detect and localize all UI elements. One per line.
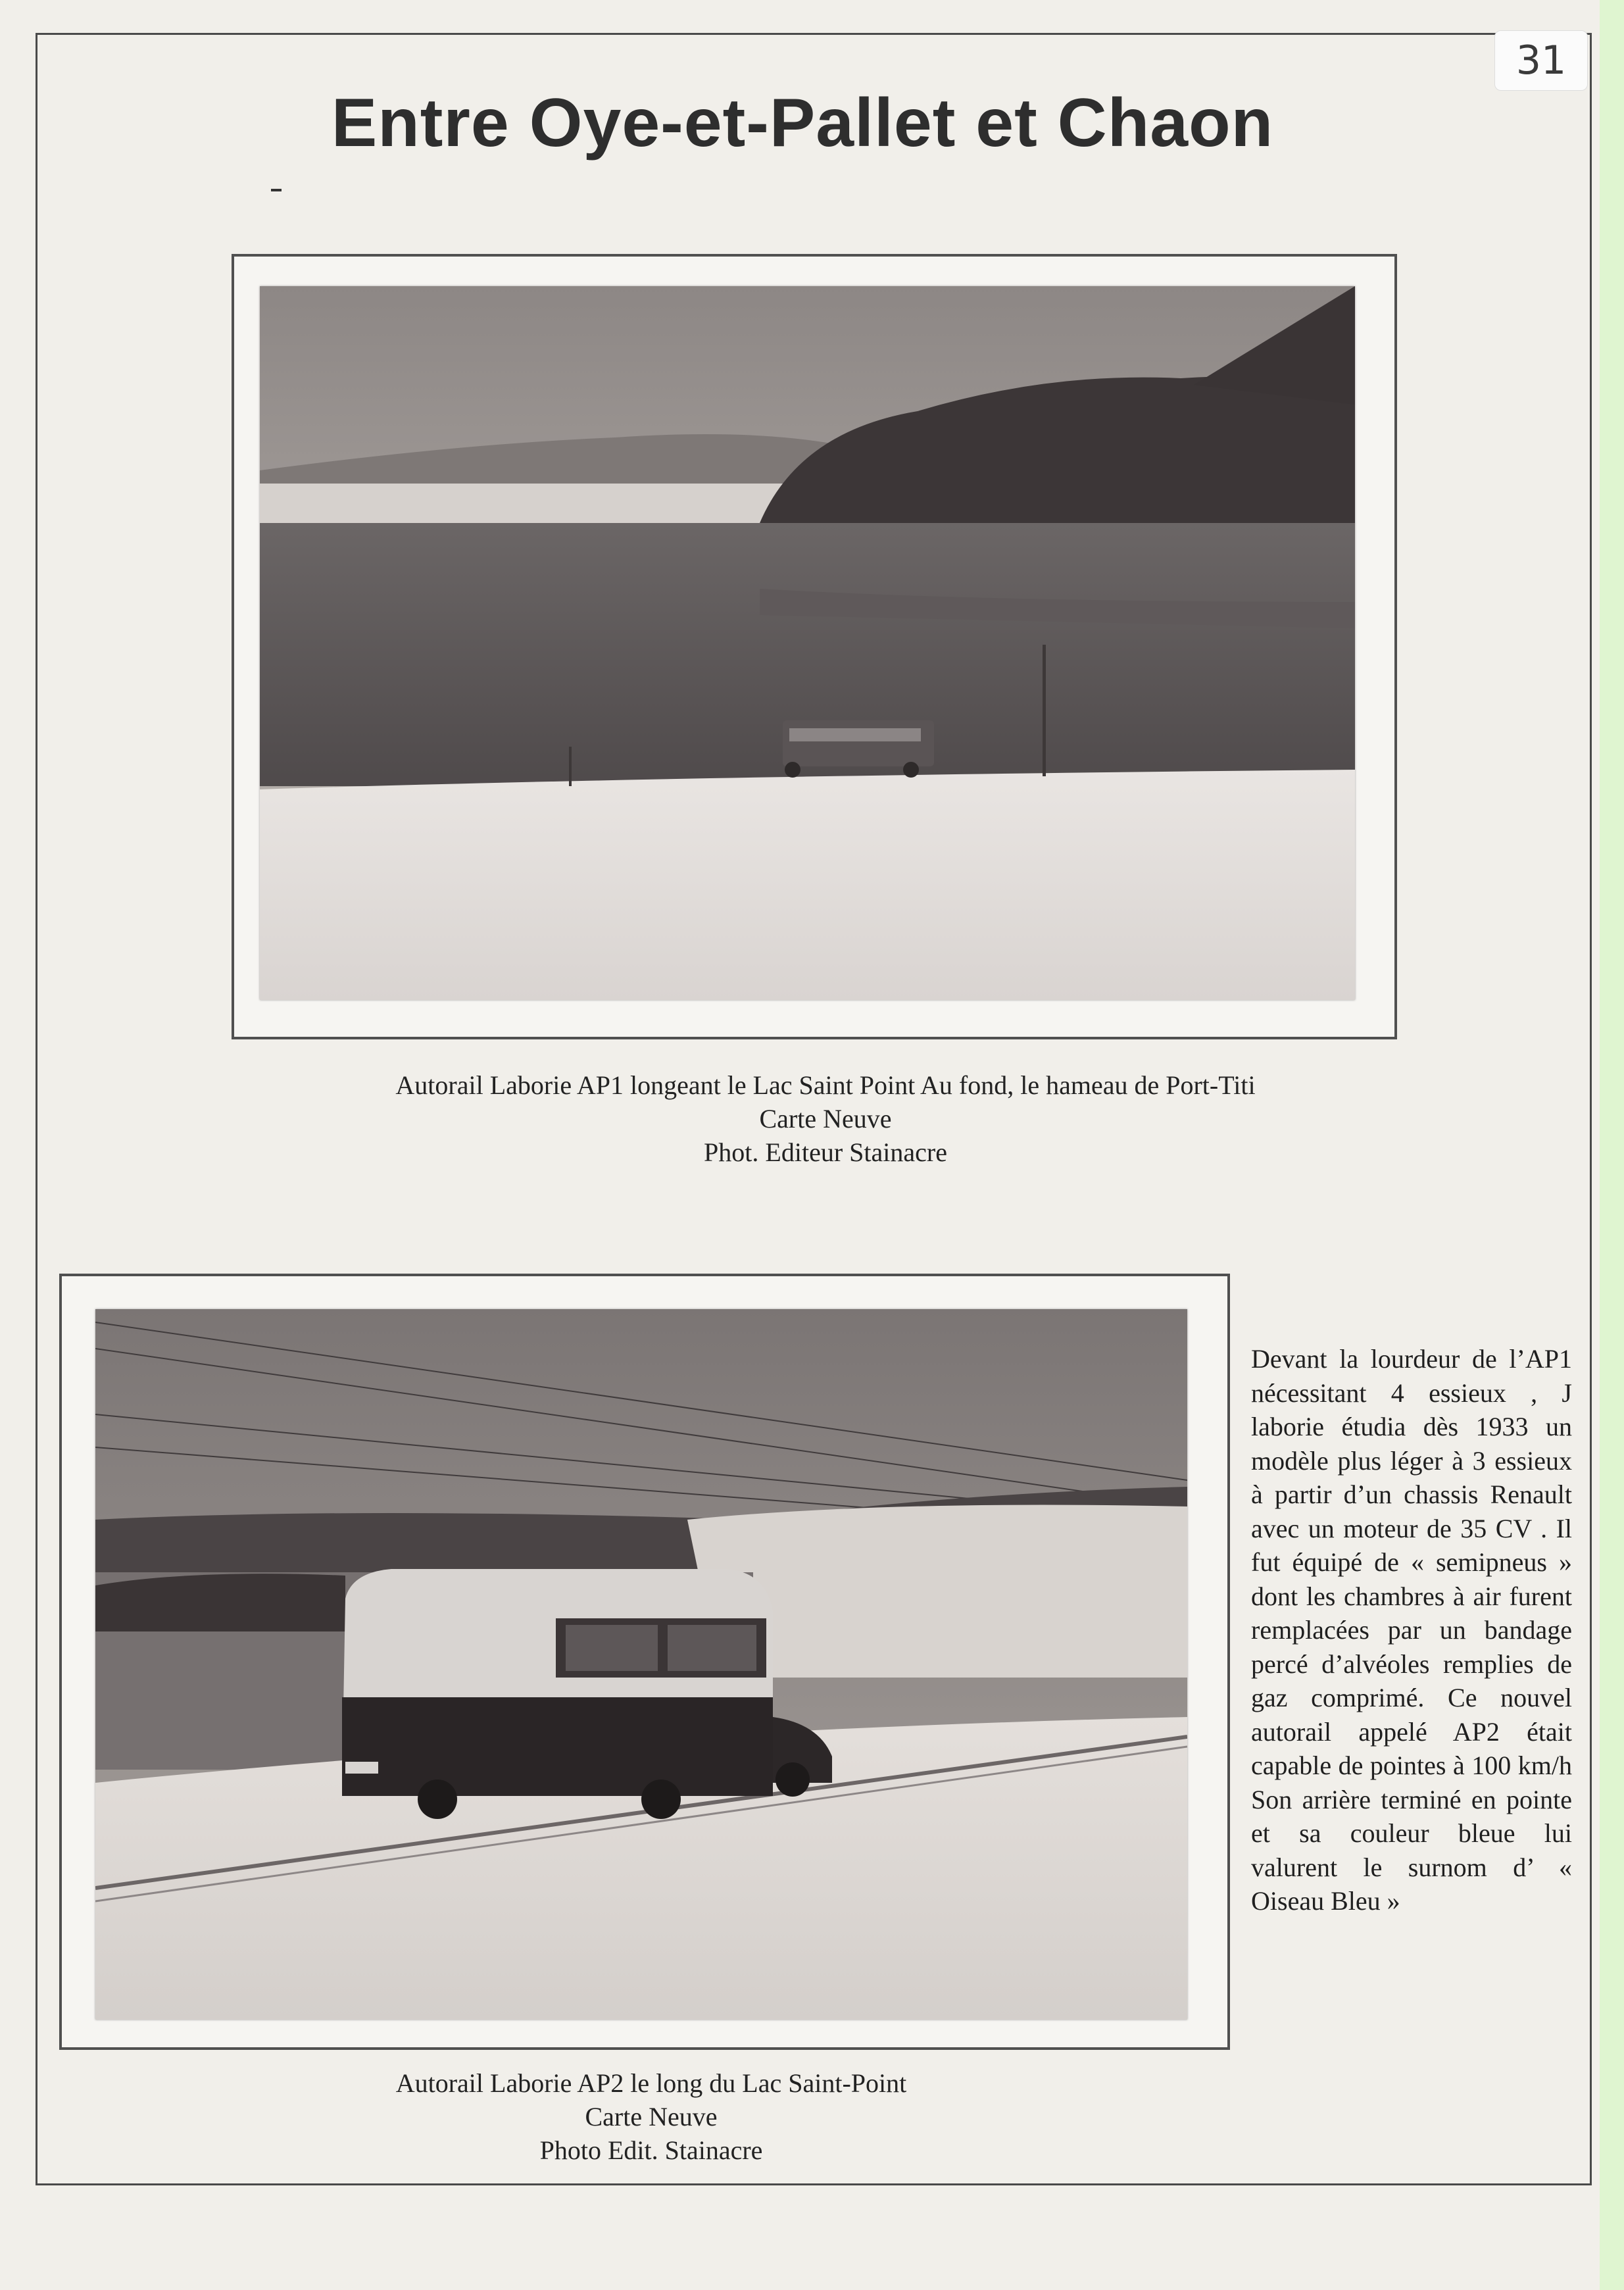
page-number-label: 31 — [1494, 30, 1588, 91]
photo-2-caption-line: Autorail Laborie AP2 le long du Lac Saint-Point — [395, 2068, 907, 2098]
photo-autorail-ap2 — [95, 1309, 1187, 2020]
photo-1-caption-line: Phot. Editeur Stainacre — [704, 1137, 947, 1167]
photo-1-caption-line: Carte Neuve — [759, 1104, 892, 1133]
description-text: Devant la lourdeur de l’AP1 nécessitant 4 essieux , J laborie étudia dès 1933 un modèle plus léger à 3 essieux à partir d’un chassis Renault avec un moteur de 35 CV . Il fut équipé de « semipneus » dont les chambres à air furent remplacées par un bandage percé d’alvéoles remplies de gaz comprimé. Ce nouvel autorail appelé AP2 était capable de pointes à 100 km/h Son arrière terminé en pointe et sa couleur bleue lui valurent le surnom d’ « Oiseau Bleu » — [1251, 1344, 1572, 1916]
photo-1-image — [260, 286, 1355, 1000]
photo-2-caption-line: Carte Neuve — [585, 2102, 718, 2131]
photo-2-caption-line: Photo Edit. Stainacre — [539, 2135, 763, 2165]
page-title: Entre Oye-et-Pallet et Chaon — [331, 85, 1274, 161]
photo-2-image — [95, 1309, 1187, 2020]
photo-lake-autorail-ap1 — [260, 286, 1355, 1000]
photo-2-caption — [86, 2066, 1217, 2167]
pencil-mark — [271, 189, 282, 191]
photo-1-caption — [250, 1068, 1401, 1169]
photo-1-caption-line: Autorail Laborie AP1 longeant le Lac Saint Point Au fond, le hameau de Port-Titi — [395, 1070, 1256, 1100]
